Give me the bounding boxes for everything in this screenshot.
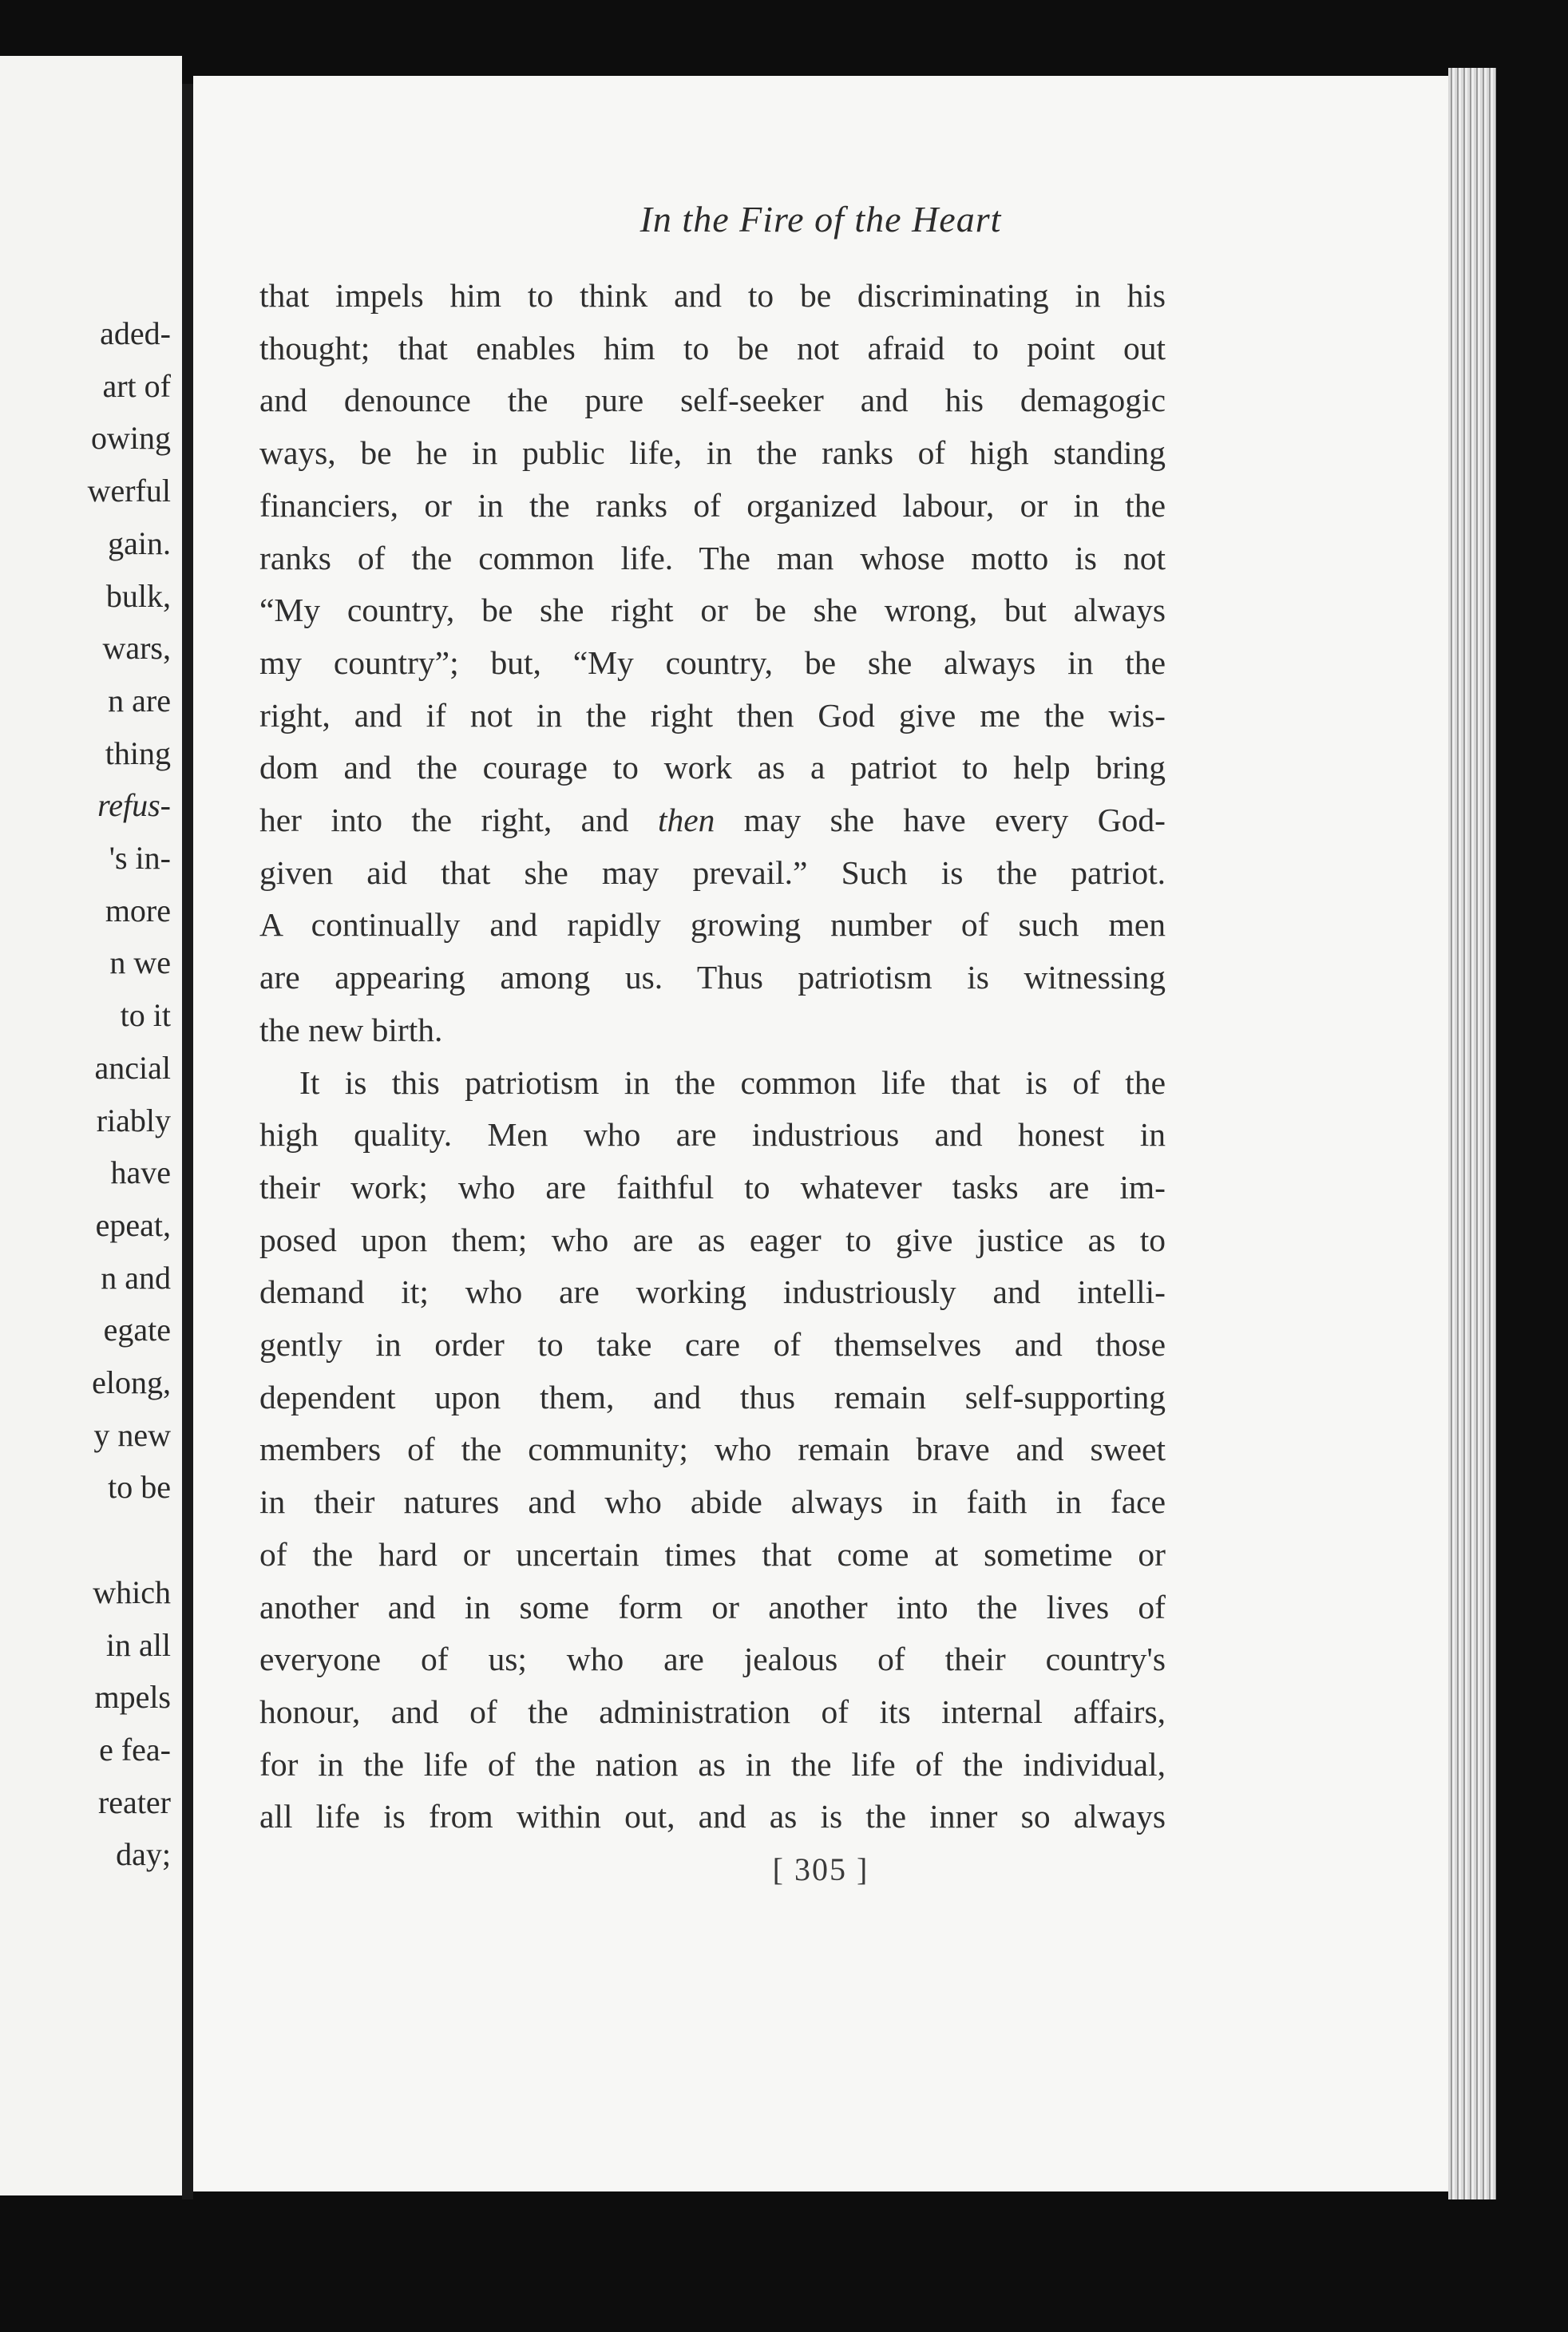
left-page-fragment: reater	[97, 1784, 171, 1820]
left-page-fragment: elong,	[92, 1364, 171, 1400]
text-line: of the hard or uncertain times that come at sometime or	[259, 1535, 1166, 1573]
left-page-fragment: to it	[120, 997, 171, 1034]
left-page-fragment: y new	[93, 1416, 171, 1453]
left-facing-page	[0, 56, 182, 2195]
text-line: members of the community; who remain brave and sweet	[259, 1431, 1166, 1468]
left-page-fragment: werful	[87, 473, 171, 509]
text-line: for in the life of the nation as in the life of the individual,	[259, 1745, 1166, 1783]
text-line: another and in some form or another into the lives of	[259, 1588, 1166, 1625]
left-page-fragment: e fea-	[99, 1731, 171, 1768]
left-page-fragment: 's in-	[109, 840, 171, 876]
left-page-fragment: aded-	[100, 315, 171, 351]
book-gutter	[182, 84, 193, 2199]
left-page-fragment: day;	[116, 1836, 171, 1873]
text-line: demand it; who are working industriously and intelli-	[259, 1273, 1166, 1311]
text-line: dependent upon them, and thus remain self-supporting	[259, 1378, 1166, 1415]
left-page-fragment: owing	[91, 420, 171, 457]
left-page-fragment: epeat,	[95, 1206, 171, 1243]
text-line: dom and the courage to work as a patriot to help bring	[259, 749, 1166, 786]
text-line: financiers, or in the ranks of organized labour, or in the	[259, 486, 1166, 524]
left-page-fragment: bulk,	[105, 577, 171, 614]
left-page-fragment: mpels	[94, 1679, 171, 1716]
text-line: the new birth.	[259, 1011, 443, 1048]
page-edges	[1448, 68, 1496, 2199]
text-line: ways, be he in public life, in the ranks of high standing	[259, 434, 1166, 472]
text-line: right, and if not in the right then God give me the wis-	[259, 696, 1166, 734]
left-page-fragment: gain.	[108, 525, 171, 561]
text-line: thought; that enables him to be not afraid to point out	[259, 329, 1166, 366]
text-line: “My country, be she right or be she wrong, but always	[259, 592, 1166, 629]
text-line: high quality. Men who are industrious and honest in	[259, 1116, 1166, 1154]
text-line: honour, and of the administration of its internal affairs,	[259, 1693, 1166, 1730]
left-page-fragment: n we	[109, 944, 171, 981]
italic-emphasis: then	[657, 802, 715, 838]
text-line: and denounce the pure self-seeker and his demagogic	[259, 382, 1166, 419]
left-page-fragment: wars,	[102, 630, 171, 667]
text-line: A continually and rapidly growing number of such men	[259, 906, 1166, 944]
text-line: her into the right, and then may she have every God-	[259, 802, 1166, 838]
text-line: all life is from within out, and as is the inner so always	[259, 1798, 1166, 1835]
page-number: [ 305 ]	[772, 1851, 869, 1887]
text-line: given aid that she may prevail.” Such is the patriot.	[259, 853, 1166, 891]
left-page-fragment: art of	[102, 367, 171, 404]
left-page-fragment: which	[93, 1574, 171, 1610]
text-line: ranks of the common life. The man whose motto is not	[259, 539, 1166, 576]
left-page-fragment: n are	[108, 682, 171, 719]
text-line: everyone of us; who are jealous of their country's	[259, 1641, 1166, 1678]
running-header: In the Fire of the Heart	[639, 199, 1002, 240]
left-page-fragment: more	[105, 892, 171, 928]
text-line: my country”; but, “My country, be she always in the	[259, 643, 1166, 681]
text-line: their work; who are faithful to whatever tasks are im-	[259, 1168, 1166, 1206]
left-page-fragment: thing	[105, 734, 171, 771]
text-line: posed upon them; who are as eager to give justice as to	[259, 1221, 1166, 1258]
text-line: gently in order to take care of themselves and those	[259, 1326, 1166, 1363]
left-page-fragment: riably	[96, 1102, 171, 1138]
left-page-fragment: ancial	[94, 1049, 171, 1086]
left-page-fragment: have	[110, 1154, 171, 1191]
left-page-fragment: in all	[105, 1626, 171, 1663]
left-page-fragment: to be	[108, 1469, 171, 1506]
left-page-fragment: egate	[103, 1312, 171, 1348]
left-page-fragment: n and	[101, 1259, 171, 1296]
text-line: It is this patriotism in the common life that is of the	[299, 1063, 1166, 1101]
left-page-fragment: refus-	[97, 787, 171, 824]
text-line: in their natures and who abide always in faith in face	[259, 1483, 1166, 1521]
text-line: that impels him to think and to be discriminating in his	[259, 277, 1166, 314]
text-line: are appearing among us. Thus patriotism is witnessing	[259, 959, 1166, 996]
